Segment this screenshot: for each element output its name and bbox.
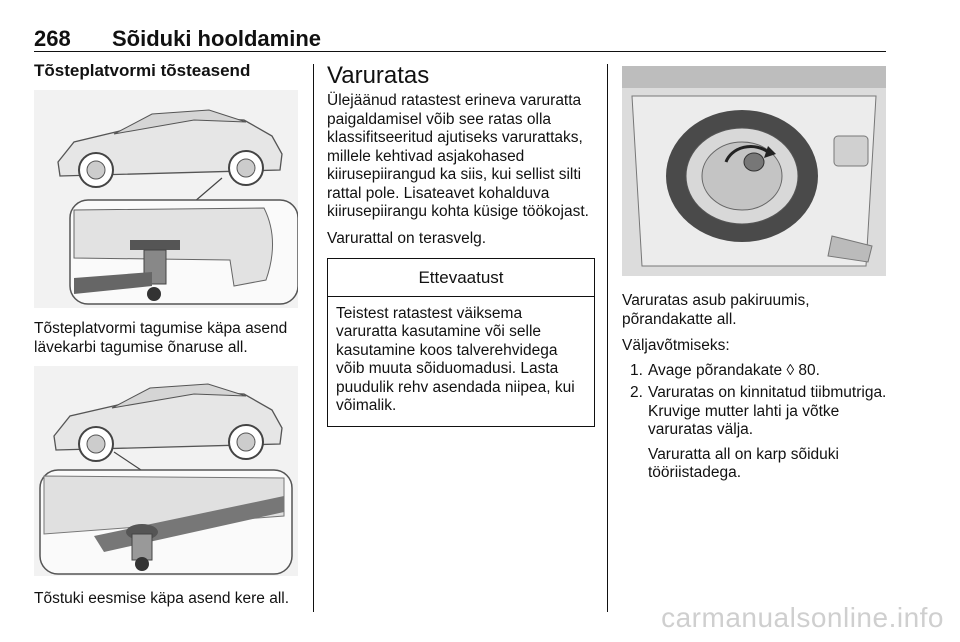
watermark: carmanualsonline.info [661,602,944,633]
right-column [622,292,890,483]
caution-title: Ettevaatust [328,259,594,297]
removal-intro: Väljavõtmiseks: [622,337,730,354]
front-lift-point-figure [34,366,298,576]
page-header [34,26,886,52]
caption-rear-lift: Tõsteplatvormi tagumise käpa asend lävekarbi tagumise õnaruse all. [34,320,288,356]
column-divider-1 [313,64,314,612]
caution-text: Teistest ratastest väiksema varuratta kasutamine või selle kasutamine koos talverehvidega võib muuta sõiduomadusi. Lasta puudulik rehv asendada niipea, kui võimalik. [336,304,575,414]
caution-box [327,258,595,427]
chapter-title: Sõiduki hooldamine [112,26,322,51]
spare-wheel-figure [622,66,886,276]
steel-rim-paragraph: Varurattal on terasvelg. [327,229,487,247]
spare-wheel-paragraph: Ülejäänud ratastest erineva varuratta paigaldamisel võib see ratas olla klassifitseeritud ajutiseks varurattaks, millele kehtivad asjakohased kiirusepiirangud ka siis, kui sellist silti rattal pole. Lisateavet kohalduva kiirusepiirangu kohta küsige töökojast. [327,92,589,220]
removal-steps [622,362,890,483]
rear-lift-point-figure [34,90,298,308]
left-column [34,62,302,81]
page-number: 268 [34,26,71,51]
section-title: Tõsteplatvormi tõsteasend [34,61,251,80]
location-paragraph: Varuratas asub pakiruumis, põrandakatte all. [622,292,810,328]
middle-column [327,62,595,427]
caption-front-lift: Tõstuki eesmise käpa asend kere all. [34,590,290,607]
list-item: 2. Varuratas on kinnitatud tiibmutriga. Kruvige mutter lahti ja võtke varuratas välja. Varuratta all on karp sõiduki tööriistadega. [630,384,887,481]
list-item: 1. Avage põrandakate ◊ 80. [630,361,820,379]
column-divider-2 [607,64,608,612]
section-heading: Varuratas [327,62,430,89]
